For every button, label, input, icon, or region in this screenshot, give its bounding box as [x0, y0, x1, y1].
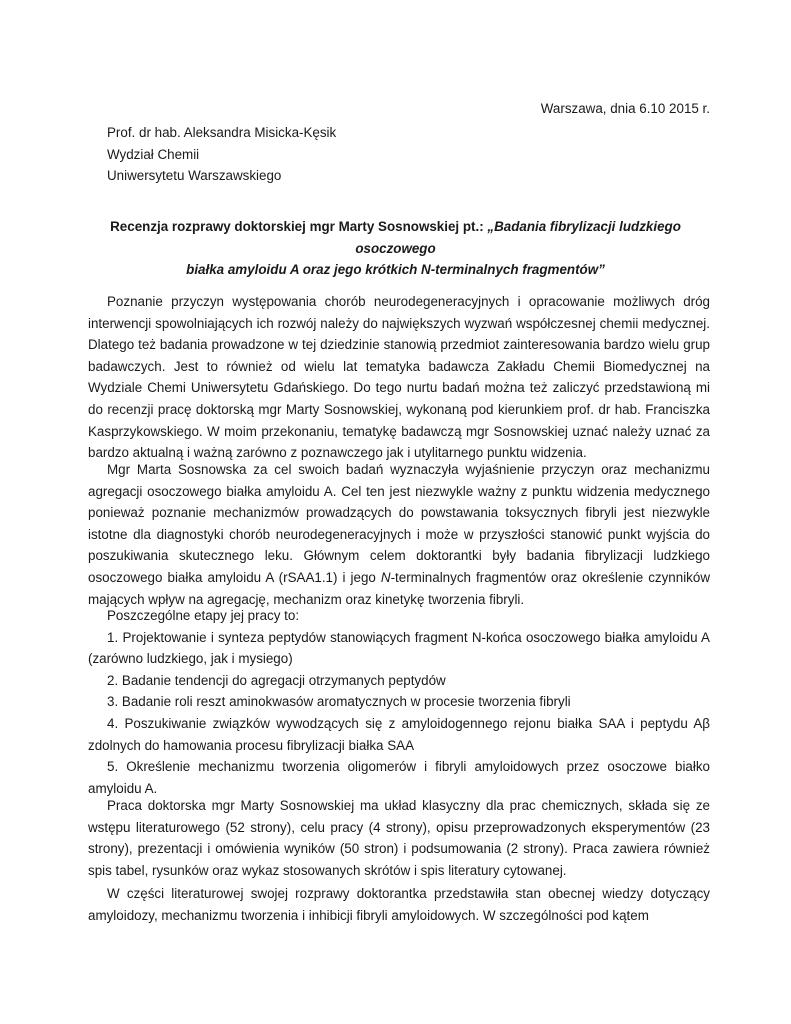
list-item: 5. Określenie mechanizmu tworzenia oligomerów i fibryli amyloidowych przez osoczowe białko amyloidu A.	[88, 759, 710, 796]
paragraph-5-text: W części literaturowej swojej rozprawy doktorantka przedstawiła stan obecnej wiedzy dotyczący amyloidozy, mechanizmu tworzenia i inhibicji fibryli amyloidowych. W szczególności pod kątem	[88, 886, 710, 923]
review-title	[90, 216, 701, 281]
paragraph-2-italic-n: N	[380, 569, 391, 585]
paragraph-2-text	[88, 459, 710, 610]
title-lead: Recenzja rozprawy doktorskiej mgr Marty Sosnowskiej pt.:	[110, 219, 488, 234]
paragraph-2	[88, 459, 710, 610]
paragraph-5	[88, 883, 710, 926]
list-item: 3. Badanie roli reszt aminokwasów aromatycznych w procesie tworzenia fibryli	[107, 694, 571, 710]
paragraph-1-text: Poznanie przyczyn występowania chorób neurodegeneracyjnych i opracowanie możliwych dróg interwencji spowolniających ich rozwój należy do największych wyzwań współczesnej chemii medycznej. Dlatego też badania prowadzone w tej dziedzinie stanowią przedmiot zainteresowania bardzo wielu grup badawczych. Jest to również od wielu lat tematyka badawcza Zakładu Chemii Biomedycznej na Wydziale Chemi Uniwersytetu Gdańskiego. Do tego nurtu badań można też zaliczyć przedstawioną mi do recenzji pracę doktorską mgr Marty Sosnowskiej, wykonaną pod kierunkiem prof. dr hab. Franciszka Kasprzykowskiego. W moim przekonaniu, tematykę badawczą mgr Sosnowskiej uznać należy uznać za bardzo aktualną i ważną zarówno z poznawczego jak i utylitarnego punktu widzenia.	[88, 294, 710, 461]
place-date: Warszawa, dnia 6.10 2015 r.	[540, 101, 710, 116]
list-item: 2. Badanie tendencji do agregacji otrzymanych peptydów	[107, 672, 446, 688]
addressee-name: Prof. dr hab. Aleksandra Misicka-Kęsik	[107, 125, 337, 140]
paragraph-1	[88, 291, 710, 464]
stages-list	[88, 605, 710, 799]
title-italic-line1: „Badania fibrylizacji ludzkiego osoczowego	[355, 219, 681, 256]
paragraph-2-part-b: -terminalnych fragmentów oraz określenie czynników mających wpływ na agregację, mechanizm oraz kinetykę tworzenia fibryli.	[88, 569, 710, 607]
list-item: 1. Projektowanie i synteza peptydów stanowiących fragment N-końca osoczowego białka amyloidu A (zarówno ludzkiego, jak i mysiego)	[88, 629, 710, 667]
stages-intro: Poszczególne etapy jej pracy to:	[107, 608, 300, 623]
addressee-department: Wydział Chemii	[107, 146, 200, 162]
addressee-university: Uniwersytetu Warszawskiego	[107, 168, 282, 183]
paragraph-4	[88, 795, 710, 881]
addressee-block	[107, 122, 336, 187]
paragraph-4-text: Praca doktorska mgr Marty Sosnowskiej ma układ klasyczny dla prac chemicznych, składa się ze wstępu literaturowego (52 strony), celu pracy (4 strony), opisu przeprowadzonych eksperymentów (23 strony), prezentacji i omówienia wyników (50 stron) i podsumowania (2 strony). Praca zawiera również spis tabel, rysunków oraz wykaz stosowanych skrótów i spis literatury cytowanej.	[88, 798, 710, 878]
title-italic-line2: białka amyloidu A oraz jego krótkich N-terminalnych fragmentów”	[186, 262, 605, 277]
paragraph-2-part-a: Mgr Marta Sosnowska za cel swoich badań wyznaczyła wyjaśnienie przyczyn oraz mechanizmu agregacji osoczowego białka amyloidu A. Cel ten jest niezwykle ważny z punktu widzenia medycznego ponieważ poznanie mechanizmów prowadzących do powstawania toksycznych fibryli jest niezwykle istotne dla diagnostyki chorób neurodegeneracyjnych i może w przyszłości stanowić punkt wyjścia do poszukiwania skutecznego leku. Głównym celem doktorantki były badania fibrylizacji ludzkiego osoczowego białka amyloidu A (rSAA1.1) i jego	[88, 462, 710, 585]
list-item: 4. Poszukiwanie związków wywodzących się z amyloidogennego rejonu białka SAA i peptydu Aβ zdolnych do hamowania procesu fibrylizacji białka SAA	[88, 715, 710, 753]
